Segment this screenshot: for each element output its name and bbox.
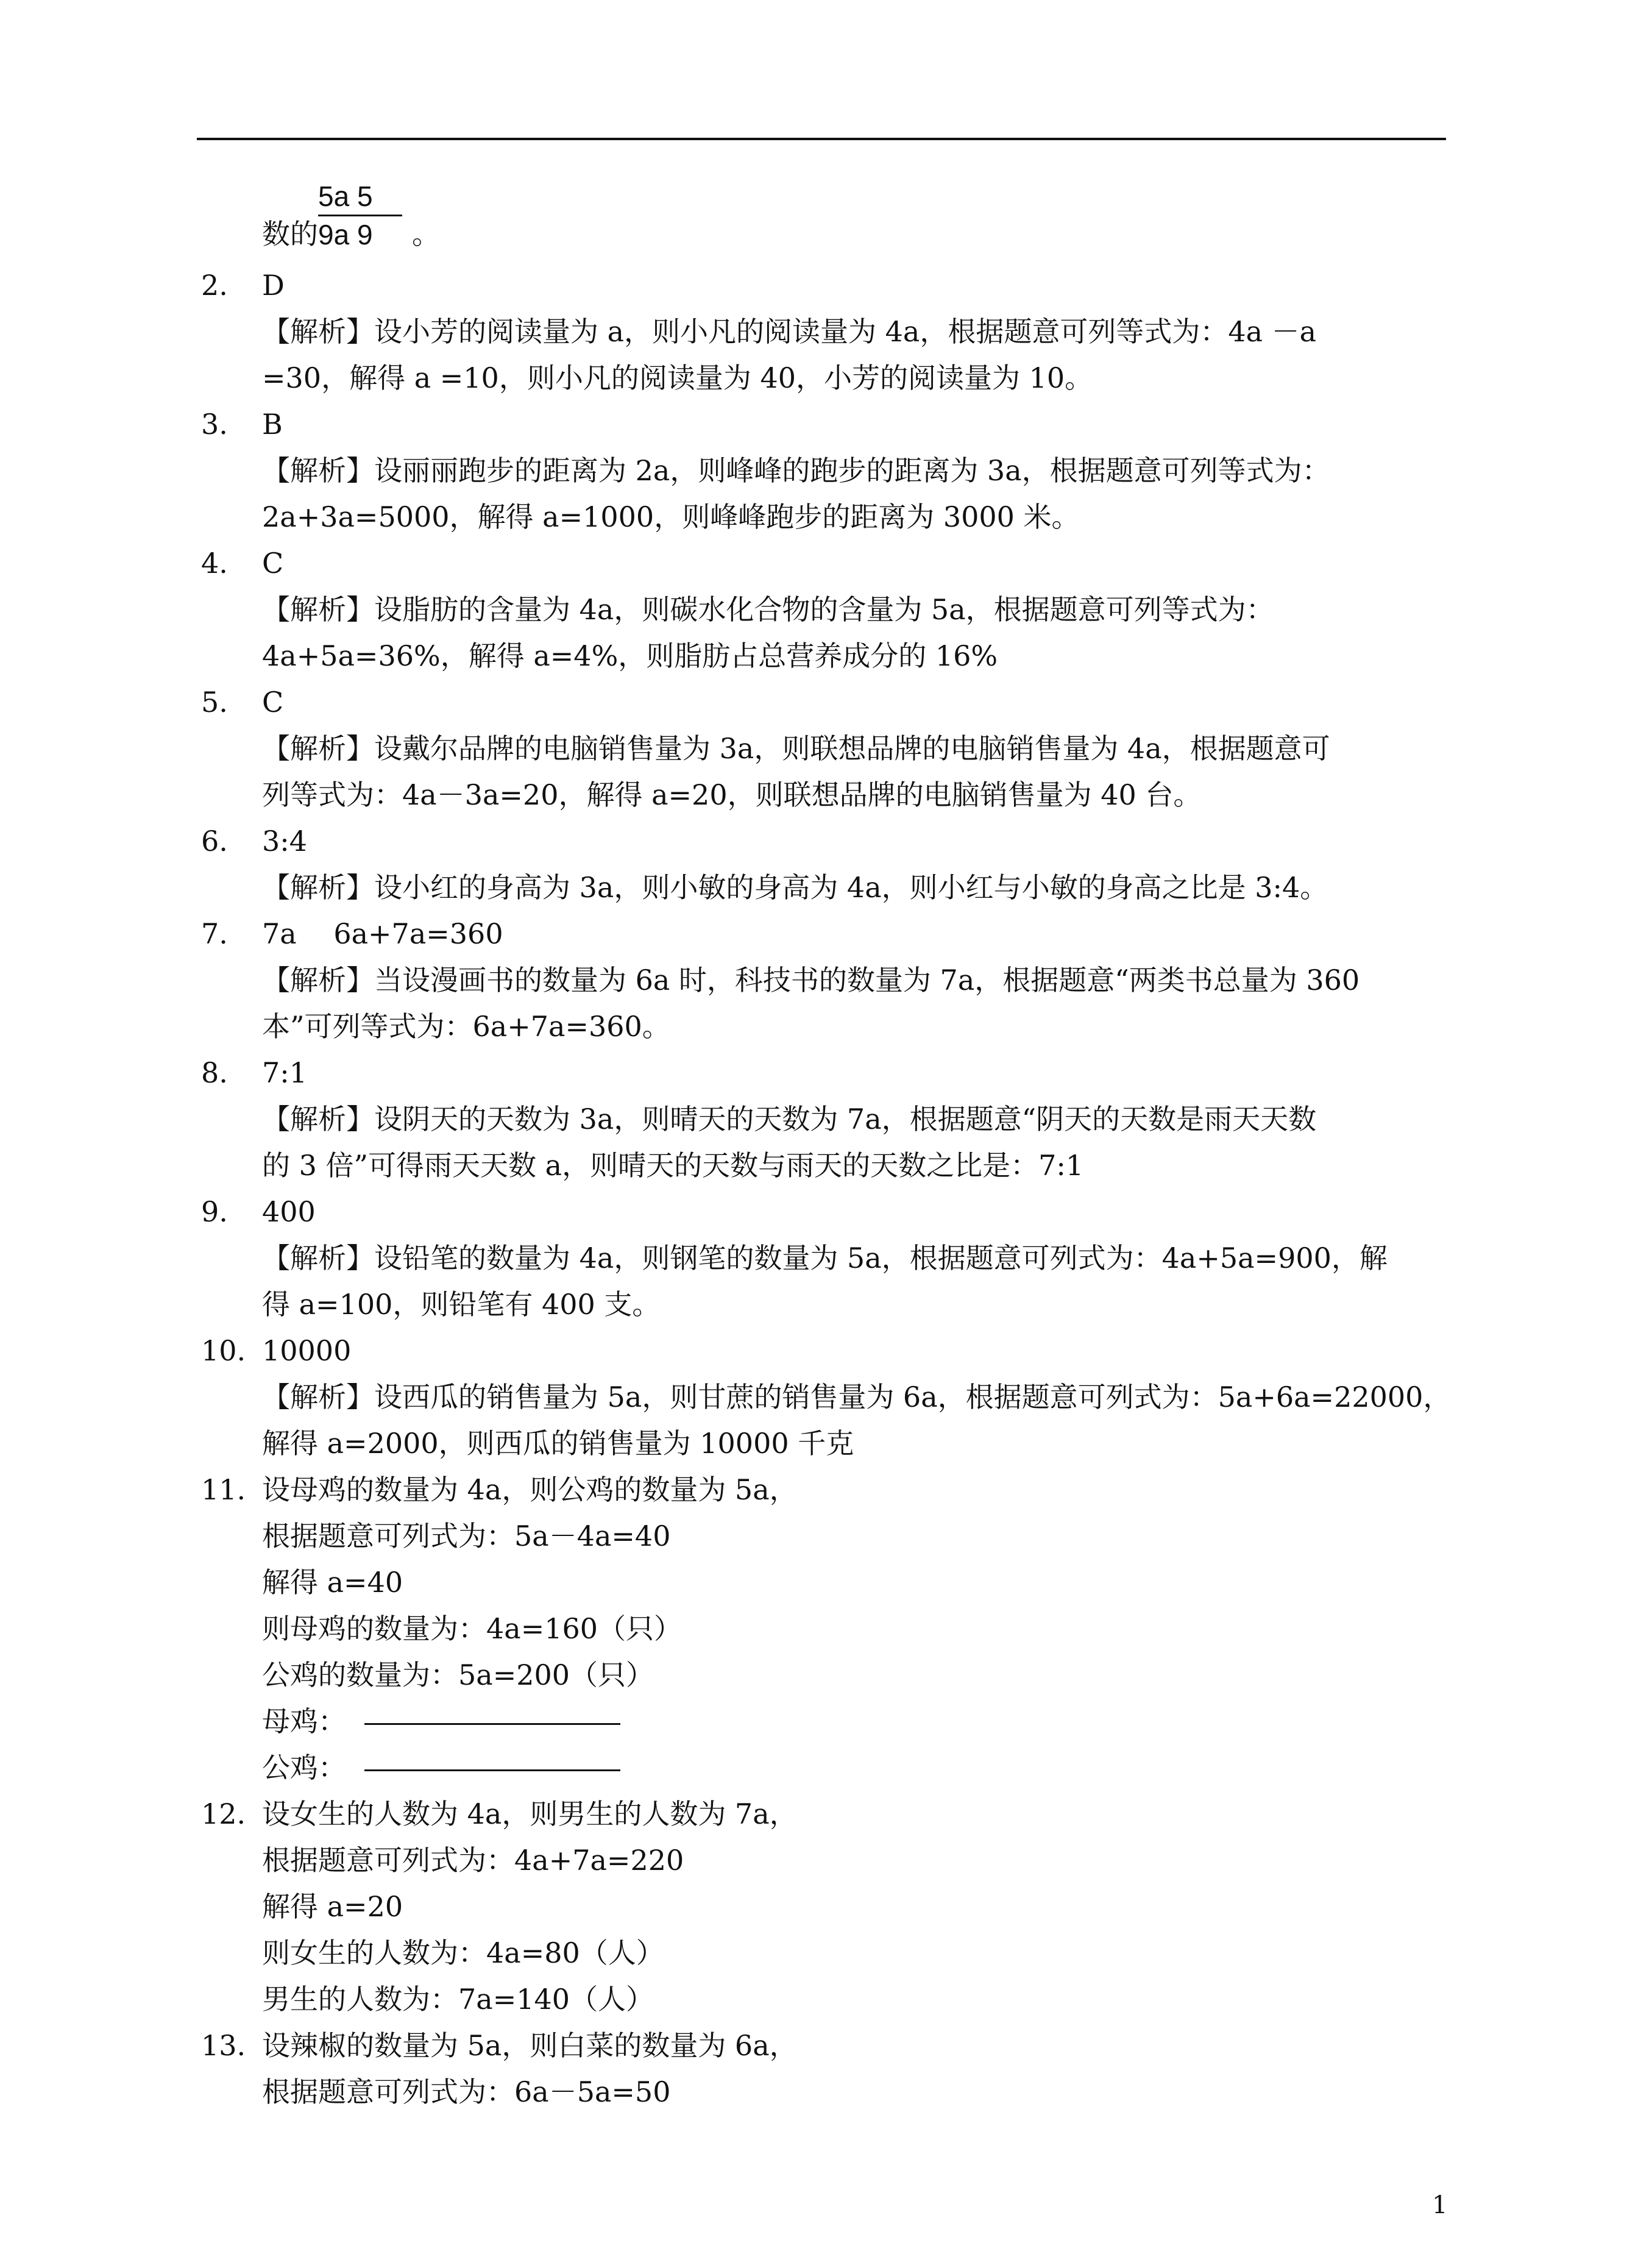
answer-text: 本”可列等式为：6a+7a=360。 [262, 1010, 670, 1043]
answer-line [201, 679, 1456, 725]
answer-text: 400 [262, 1195, 316, 1228]
question-number: 9. [201, 1195, 228, 1228]
answer-line [201, 1976, 1456, 2022]
answer-line [201, 355, 1456, 401]
answer-blank [364, 1769, 620, 1771]
answer-line [201, 447, 1456, 494]
answer-text: 3:4 [262, 825, 308, 858]
answer-line [201, 772, 1456, 818]
question-number: 12. [201, 1797, 246, 1830]
question-number: 5. [201, 686, 228, 719]
answer-text: 7a 6a+7a=360 [262, 917, 503, 950]
answer-line [201, 540, 1456, 586]
answer-line [201, 1559, 1456, 1605]
question-number: 7. [201, 917, 228, 950]
answer-text: 【解析】设阴天的天数为 3a，则晴天的天数为 7a，根据题意“阴天的天数是雨天天数 [262, 1103, 1317, 1136]
answer-text: 【解析】设丽丽跑步的距离为 2a，则峰峰的跑步的距离为 3a，根据题意可列等式为： [262, 454, 1330, 487]
fraction-denominator: 9a 9 [318, 219, 373, 251]
answer-line [201, 1698, 1456, 1744]
answer-text: 解得 a=20 [262, 1890, 403, 1923]
answer-line [201, 1652, 1456, 1698]
answer-text: 2a+3a=5000，解得 a=1000，则峰峰跑步的距离为 3000 米。 [262, 500, 1080, 533]
answer-line [201, 1513, 1456, 1559]
answer-line [201, 586, 1456, 633]
answer-text: 设女生的人数为 4a，则男生的人数为 7a， [262, 1797, 798, 1830]
answer-list [201, 262, 1456, 2115]
answer-line [201, 1791, 1456, 1837]
answer-text: 设母鸡的数量为 4a，则公鸡的数量为 5a， [262, 1473, 798, 1506]
answer-line [201, 2022, 1456, 2069]
answer-text: 【解析】设铅笔的数量为 4a，则钢笔的数量为 5a，根据题意可列式为：4a+5a=900，解 [262, 1242, 1388, 1274]
answer-line [201, 725, 1456, 772]
answer-text: 公鸡： [262, 1751, 346, 1784]
answer-line [201, 1883, 1456, 1930]
answer-text: 4a+5a=36%，解得 a=4%，则脂肪占总营养成分的 16% [262, 639, 998, 672]
answer-line [201, 633, 1456, 679]
answer-text: 的 3 倍”可得雨天天数 a，则晴天的天数与雨天的天数之比是：7:1 [262, 1149, 1084, 1182]
answer-line [201, 494, 1456, 540]
answer-text: 解得 a=2000，则西瓜的销售量为 10000 千克 [262, 1427, 854, 1460]
answer-text: 【解析】设戴尔品牌的电脑销售量为 3a，则联想品牌的电脑销售量为 4a，根据题意可 [262, 732, 1330, 765]
answer-line [201, 1374, 1456, 1420]
page-number: 1 [1432, 2191, 1448, 2219]
answer-line [201, 818, 1456, 864]
answer-line [201, 957, 1456, 1003]
question-number: 8. [201, 1056, 228, 1089]
answer-text: 【解析】设小红的身高为 3a，则小敏的身高为 4a，则小红与小敏的身高之比是 3:4。 [262, 871, 1328, 904]
answer-line [201, 1930, 1456, 1976]
answer-text: 根据题意可列式为：6a－5a=50 [262, 2075, 671, 2108]
answer-text: 【解析】当设漫画书的数量为 6a 时，科技书的数量为 7a，根据题意“两类书总量为 360 [262, 964, 1360, 997]
answer-line [201, 1420, 1456, 1466]
question-number: 10. [201, 1334, 246, 1367]
answer-text: 根据题意可列式为：5a－4a=40 [262, 1520, 671, 1552]
answer-text: 7:1 [262, 1056, 308, 1089]
question-number: 2. [201, 269, 228, 302]
answer-text: 则母鸡的数量为：4a=160（只） [262, 1612, 682, 1645]
answer-text: C [262, 686, 284, 719]
answer-line [201, 1328, 1456, 1374]
answer-line [201, 864, 1456, 911]
answer-text: 则女生的人数为：4a=80（人） [262, 1936, 664, 1969]
answer-line [201, 1281, 1456, 1328]
fraction-line [201, 171, 1456, 262]
question-number: 6. [201, 825, 228, 858]
answer-text: 【解析】设小芳的阅读量为 a，则小凡的阅读量为 4a，根据题意可列等式为：4a －a [262, 315, 1317, 348]
answer-text: 【解析】设西瓜的销售量为 5a，则甘蔗的销售量为 6a，根据题意可列式为：5a+6a=22000， [262, 1381, 1452, 1413]
answer-text: B [262, 408, 283, 441]
answer-text: D [262, 269, 285, 302]
answer-line [201, 1235, 1456, 1281]
answer-text: 得 a=100，则铅笔有 400 支。 [262, 1288, 661, 1321]
answer-line [201, 1189, 1456, 1235]
fraction [318, 178, 410, 253]
answer-line [201, 401, 1456, 447]
answer-line [201, 262, 1456, 308]
answer-text: 【解析】设脂肪的含量为 4a，则碳水化合物的含量为 5a，根据题意可列等式为： [262, 593, 1274, 626]
answer-line [201, 1744, 1456, 1791]
answer-line [201, 308, 1456, 355]
question-number: 11. [201, 1473, 246, 1506]
answer-text: 男生的人数为：7a=140（人） [262, 1983, 654, 2016]
answer-line [201, 1142, 1456, 1189]
answer-line [201, 1050, 1456, 1096]
answer-text: 公鸡的数量为：5a=200（只） [262, 1658, 654, 1691]
answer-line [201, 1837, 1456, 1883]
answer-blank [364, 1722, 620, 1725]
answer-line [201, 911, 1456, 957]
answer-text: 根据题意可列式为：4a+7a=220 [262, 1844, 684, 1877]
answer-line [201, 1096, 1456, 1142]
answer-text: 列等式为：4a－3a=20，解得 a=20，则联想品牌的电脑销售量为 40 台。 [262, 778, 1202, 811]
answer-line [201, 1003, 1456, 1050]
question-number: 3. [201, 408, 228, 441]
answer-text: C [262, 547, 284, 580]
document-body [201, 171, 1456, 2115]
answer-text: 10000 [262, 1334, 352, 1367]
answer-text: =30，解得 a =10，则小凡的阅读量为 40，小芳的阅读量为 10。 [262, 361, 1093, 394]
fraction-suffix: 。 [412, 218, 440, 251]
answer-line [201, 1605, 1456, 1652]
answer-text: 解得 a=40 [262, 1566, 403, 1599]
question-number: 4. [201, 547, 228, 580]
answer-line [201, 1466, 1456, 1513]
fraction-label: 数的 [262, 218, 318, 251]
answer-text: 母鸡： [262, 1705, 346, 1738]
header-rule [197, 138, 1446, 140]
answer-text: 设辣椒的数量为 5a，则白菜的数量为 6a， [262, 2029, 798, 2062]
question-number: 13. [201, 2029, 246, 2062]
fraction-numerator: 5a 5 [318, 180, 373, 212]
answer-line [201, 2069, 1456, 2115]
